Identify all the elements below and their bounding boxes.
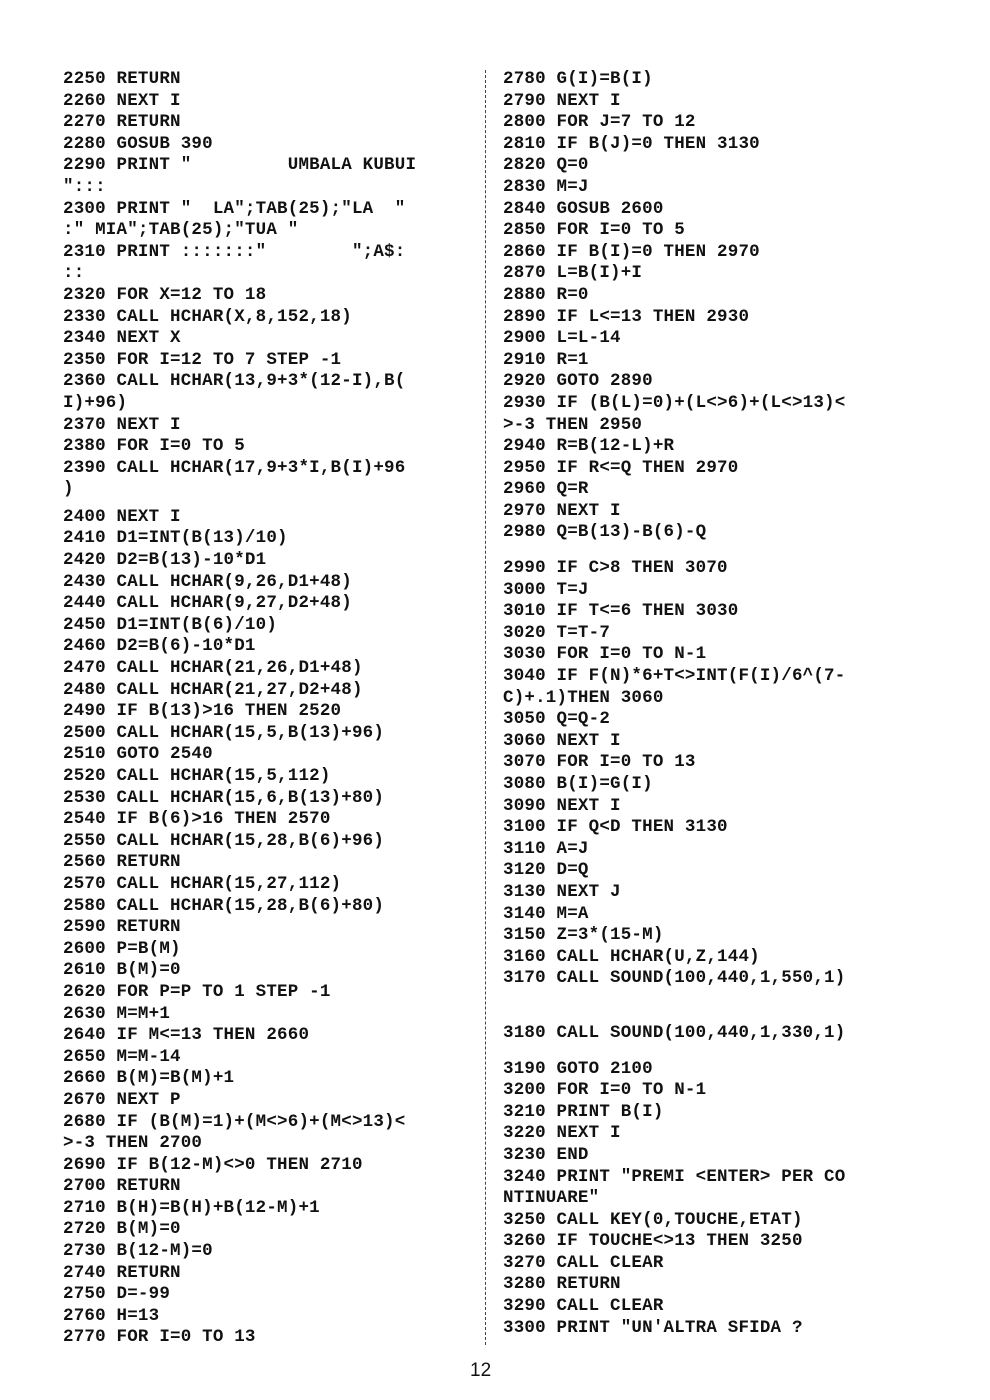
column-separator — [485, 70, 486, 1345]
code-line: NTINUARE" — [503, 1188, 600, 1209]
code-line: 3080 B(I)=G(I) — [503, 774, 653, 794]
code-line: 2700 RETURN — [63, 1176, 181, 1197]
code-line: 3060 NEXT I — [503, 730, 621, 751]
code-line: 3220 NEXT I — [503, 1123, 621, 1144]
code-line: 2560 RETURN — [63, 852, 181, 873]
code-line: 2250 RETURN — [63, 69, 181, 89]
code-line: 2620 FOR P=P TO 1 STEP -1 — [63, 981, 331, 1002]
code-line: 2290 PRINT " UMBALA KUBUI — [63, 155, 417, 176]
code-line: 3020 T=T-7 — [503, 622, 611, 643]
code-line: >-3 THEN 2700 — [63, 1133, 203, 1154]
code-line: 3100 IF Q<D THEN 3130 — [503, 817, 728, 838]
code-line: 3260 IF TOUCHE<>13 THEN 3250 — [503, 1231, 803, 1252]
code-line: 3210 PRINT B(I) — [503, 1101, 664, 1122]
code-line: 2610 B(M)=0 — [63, 960, 181, 981]
code-line: 2680 IF (B(M)=1)+(M<>6)+(M<>13)< — [63, 1111, 406, 1132]
code-line: 2840 GOSUB 2600 — [503, 198, 664, 219]
code-line: 2550 CALL HCHAR(15,28,B(6)+96) — [63, 830, 385, 851]
code-line: 3130 NEXT J — [503, 881, 621, 902]
code-line: 2980 Q=B(13)-B(6)-Q — [503, 522, 707, 543]
code-line: 3300 PRINT "UN'ALTRA SFIDA ? — [503, 1317, 803, 1338]
code-line: 2720 B(M)=0 — [63, 1219, 181, 1240]
code-line: 2740 RETURN — [63, 1262, 181, 1283]
code-line: 2270 RETURN — [63, 112, 181, 133]
code-line: 2900 L=L-14 — [503, 328, 621, 349]
line-gap — [503, 544, 923, 558]
code-line: 3050 Q=Q-2 — [503, 709, 611, 730]
code-line: 2400 NEXT I — [63, 506, 181, 527]
code-line: 2570 CALL HCHAR(15,27,112) — [63, 873, 342, 894]
left-code-column — [63, 69, 478, 1349]
code-line: 2370 NEXT I — [63, 414, 181, 435]
code-line: 2530 CALL HCHAR(15,6,B(13)+80) — [63, 787, 385, 808]
code-line: 2280 GOSUB 390 — [63, 133, 213, 154]
code-line: 2800 FOR J=7 TO 12 — [503, 112, 696, 133]
code-line: 2460 D2=B(6)-10*D1 — [63, 636, 256, 657]
code-line: 2760 H=13 — [63, 1305, 160, 1326]
code-line: 2630 M=M+1 — [63, 1003, 171, 1024]
code-line: 2300 PRINT " LA";TAB(25);"LA " — [63, 198, 406, 219]
code-line: 2870 L=B(I)+I — [503, 263, 643, 284]
code-line: 2860 IF B(I)=0 THEN 2970 — [503, 241, 760, 262]
code-line: 2910 R=1 — [503, 349, 589, 370]
code-line: 2990 IF C>8 THEN 3070 — [503, 558, 728, 579]
code-line: 2430 CALL HCHAR(9,26,D1+48) — [63, 571, 352, 592]
code-line: 2510 GOTO 2540 — [63, 744, 213, 765]
code-line: 2450 D1=INT(B(6)/10) — [63, 614, 278, 635]
code-line: 2690 IF B(12-M)<>0 THEN 2710 — [63, 1154, 363, 1175]
code-line: 3040 IF F(N)*6+T<>INT(F(I)/6^(7- — [503, 666, 846, 687]
code-line: >-3 THEN 2950 — [503, 414, 643, 435]
code-line: 2480 CALL HCHAR(21,27,D2+48) — [63, 679, 363, 700]
code-line: 2350 FOR I=12 TO 7 STEP -1 — [63, 349, 342, 370]
code-line: 2600 P=B(M) — [63, 938, 181, 959]
code-line: 3180 CALL SOUND(100,440,1,330,1) — [503, 1022, 846, 1043]
line-gap — [503, 990, 923, 1023]
code-line: 2340 NEXT X — [63, 328, 181, 349]
code-line: 2640 IF M<=13 THEN 2660 — [63, 1025, 310, 1046]
code-line: 3230 END — [503, 1144, 589, 1165]
code-line: 3000 T=J — [503, 579, 589, 600]
code-line: 2520 CALL HCHAR(15,5,112) — [63, 766, 331, 786]
code-line: 2260 NEXT I — [63, 90, 181, 111]
code-line: 2310 PRINT :::::::" ";A$: — [63, 241, 406, 262]
code-line: 3160 CALL HCHAR(U,Z,144) — [503, 946, 760, 967]
code-line: 2660 B(M)=B(M)+1 — [63, 1068, 235, 1089]
code-line: 3030 FOR I=0 TO N-1 — [503, 644, 707, 665]
code-line: 2820 Q=0 — [503, 155, 589, 176]
code-line: ) — [63, 479, 74, 500]
code-line: 3200 FOR I=0 TO N-1 — [503, 1080, 707, 1101]
code-line: 3120 D=Q — [503, 860, 589, 881]
code-line: 3290 CALL CLEAR — [503, 1296, 664, 1317]
code-line: 3240 PRINT "PREMI <ENTER> PER CO — [503, 1166, 846, 1187]
code-line: 3140 M=A — [503, 903, 589, 924]
code-line: 2890 IF L<=13 THEN 2930 — [503, 306, 750, 327]
code-line: 2580 CALL HCHAR(15,28,B(6)+80) — [63, 895, 385, 916]
code-line: I)+96) — [63, 392, 128, 413]
code-line: 2470 CALL HCHAR(21,26,D1+48) — [63, 658, 363, 679]
code-line: 2790 NEXT I — [503, 90, 621, 111]
code-line: 3110 A=J — [503, 838, 589, 859]
code-line: 2670 NEXT P — [63, 1089, 181, 1110]
code-line: 3190 GOTO 2100 — [503, 1058, 653, 1079]
code-line: 2330 CALL HCHAR(X,8,152,18) — [63, 306, 352, 327]
code-line: 2650 M=M-14 — [63, 1046, 181, 1067]
code-line: 3150 Z=3*(15-M) — [503, 925, 664, 946]
code-line: 2320 FOR X=12 TO 18 — [63, 284, 267, 305]
code-line: 2380 FOR I=0 TO 5 — [63, 436, 245, 457]
code-line: 2500 CALL HCHAR(15,5,B(13)+96) — [63, 722, 385, 743]
code-line: 2490 IF B(13)>16 THEN 2520 — [63, 701, 342, 722]
code-line: 2920 GOTO 2890 — [503, 371, 653, 392]
code-line: 3250 CALL KEY(0,TOUCHE,ETAT) — [503, 1209, 803, 1230]
code-line: 3280 RETURN — [503, 1274, 621, 1295]
code-line: 2420 D2=B(13)-10*D1 — [63, 550, 267, 571]
code-line: 2540 IF B(6)>16 THEN 2570 — [63, 809, 331, 830]
code-line: 2390 CALL HCHAR(17,9+3*I,B(I)+96 — [63, 457, 406, 478]
code-line: 2850 FOR I=0 TO 5 — [503, 220, 685, 241]
page-number: 12 — [470, 1360, 492, 1381]
code-line: 2830 M=J — [503, 176, 589, 197]
code-line: 2780 G(I)=B(I) — [503, 69, 653, 89]
code-line: 2590 RETURN — [63, 917, 181, 938]
code-line: "::: — [63, 176, 106, 197]
code-line: 2730 B(12-M)=0 — [63, 1241, 213, 1262]
right-code-column — [503, 69, 923, 1339]
code-line: 3090 NEXT I — [503, 795, 621, 816]
code-line: 2360 CALL HCHAR(13,9+3*(12-I),B( — [63, 371, 406, 392]
code-line: 2930 IF (B(L)=0)+(L<>6)+(L<>13)< — [503, 392, 846, 413]
line-gap — [503, 1045, 923, 1059]
code-line: :" MIA";TAB(25);"TUA " — [63, 220, 299, 241]
code-line: 2410 D1=INT(B(13)/10) — [63, 528, 288, 549]
code-line: :: — [63, 263, 85, 284]
code-line: 2970 NEXT I — [503, 500, 621, 521]
code-line: 2960 Q=R — [503, 479, 589, 500]
code-line: 3170 CALL SOUND(100,440,1,550,1) — [503, 968, 846, 989]
code-line: 2950 IF R<=Q THEN 2970 — [503, 457, 739, 478]
code-line: 2750 D=-99 — [63, 1284, 171, 1305]
code-line: 3070 FOR I=0 TO 13 — [503, 752, 696, 773]
code-line: 2770 FOR I=0 TO 13 — [63, 1327, 256, 1348]
code-line: 3270 CALL CLEAR — [503, 1252, 664, 1273]
code-line: 3010 IF T<=6 THEN 3030 — [503, 601, 739, 622]
code-line: 2940 R=B(12-L)+R — [503, 436, 675, 457]
code-line: C)+.1)THEN 3060 — [503, 687, 664, 708]
code-line: 2880 R=0 — [503, 284, 589, 305]
code-line: 2810 IF B(J)=0 THEN 3130 — [503, 133, 760, 154]
code-line: 2440 CALL HCHAR(9,27,D2+48) — [63, 593, 352, 614]
code-line: 2710 B(H)=B(H)+B(12-M)+1 — [63, 1197, 320, 1218]
